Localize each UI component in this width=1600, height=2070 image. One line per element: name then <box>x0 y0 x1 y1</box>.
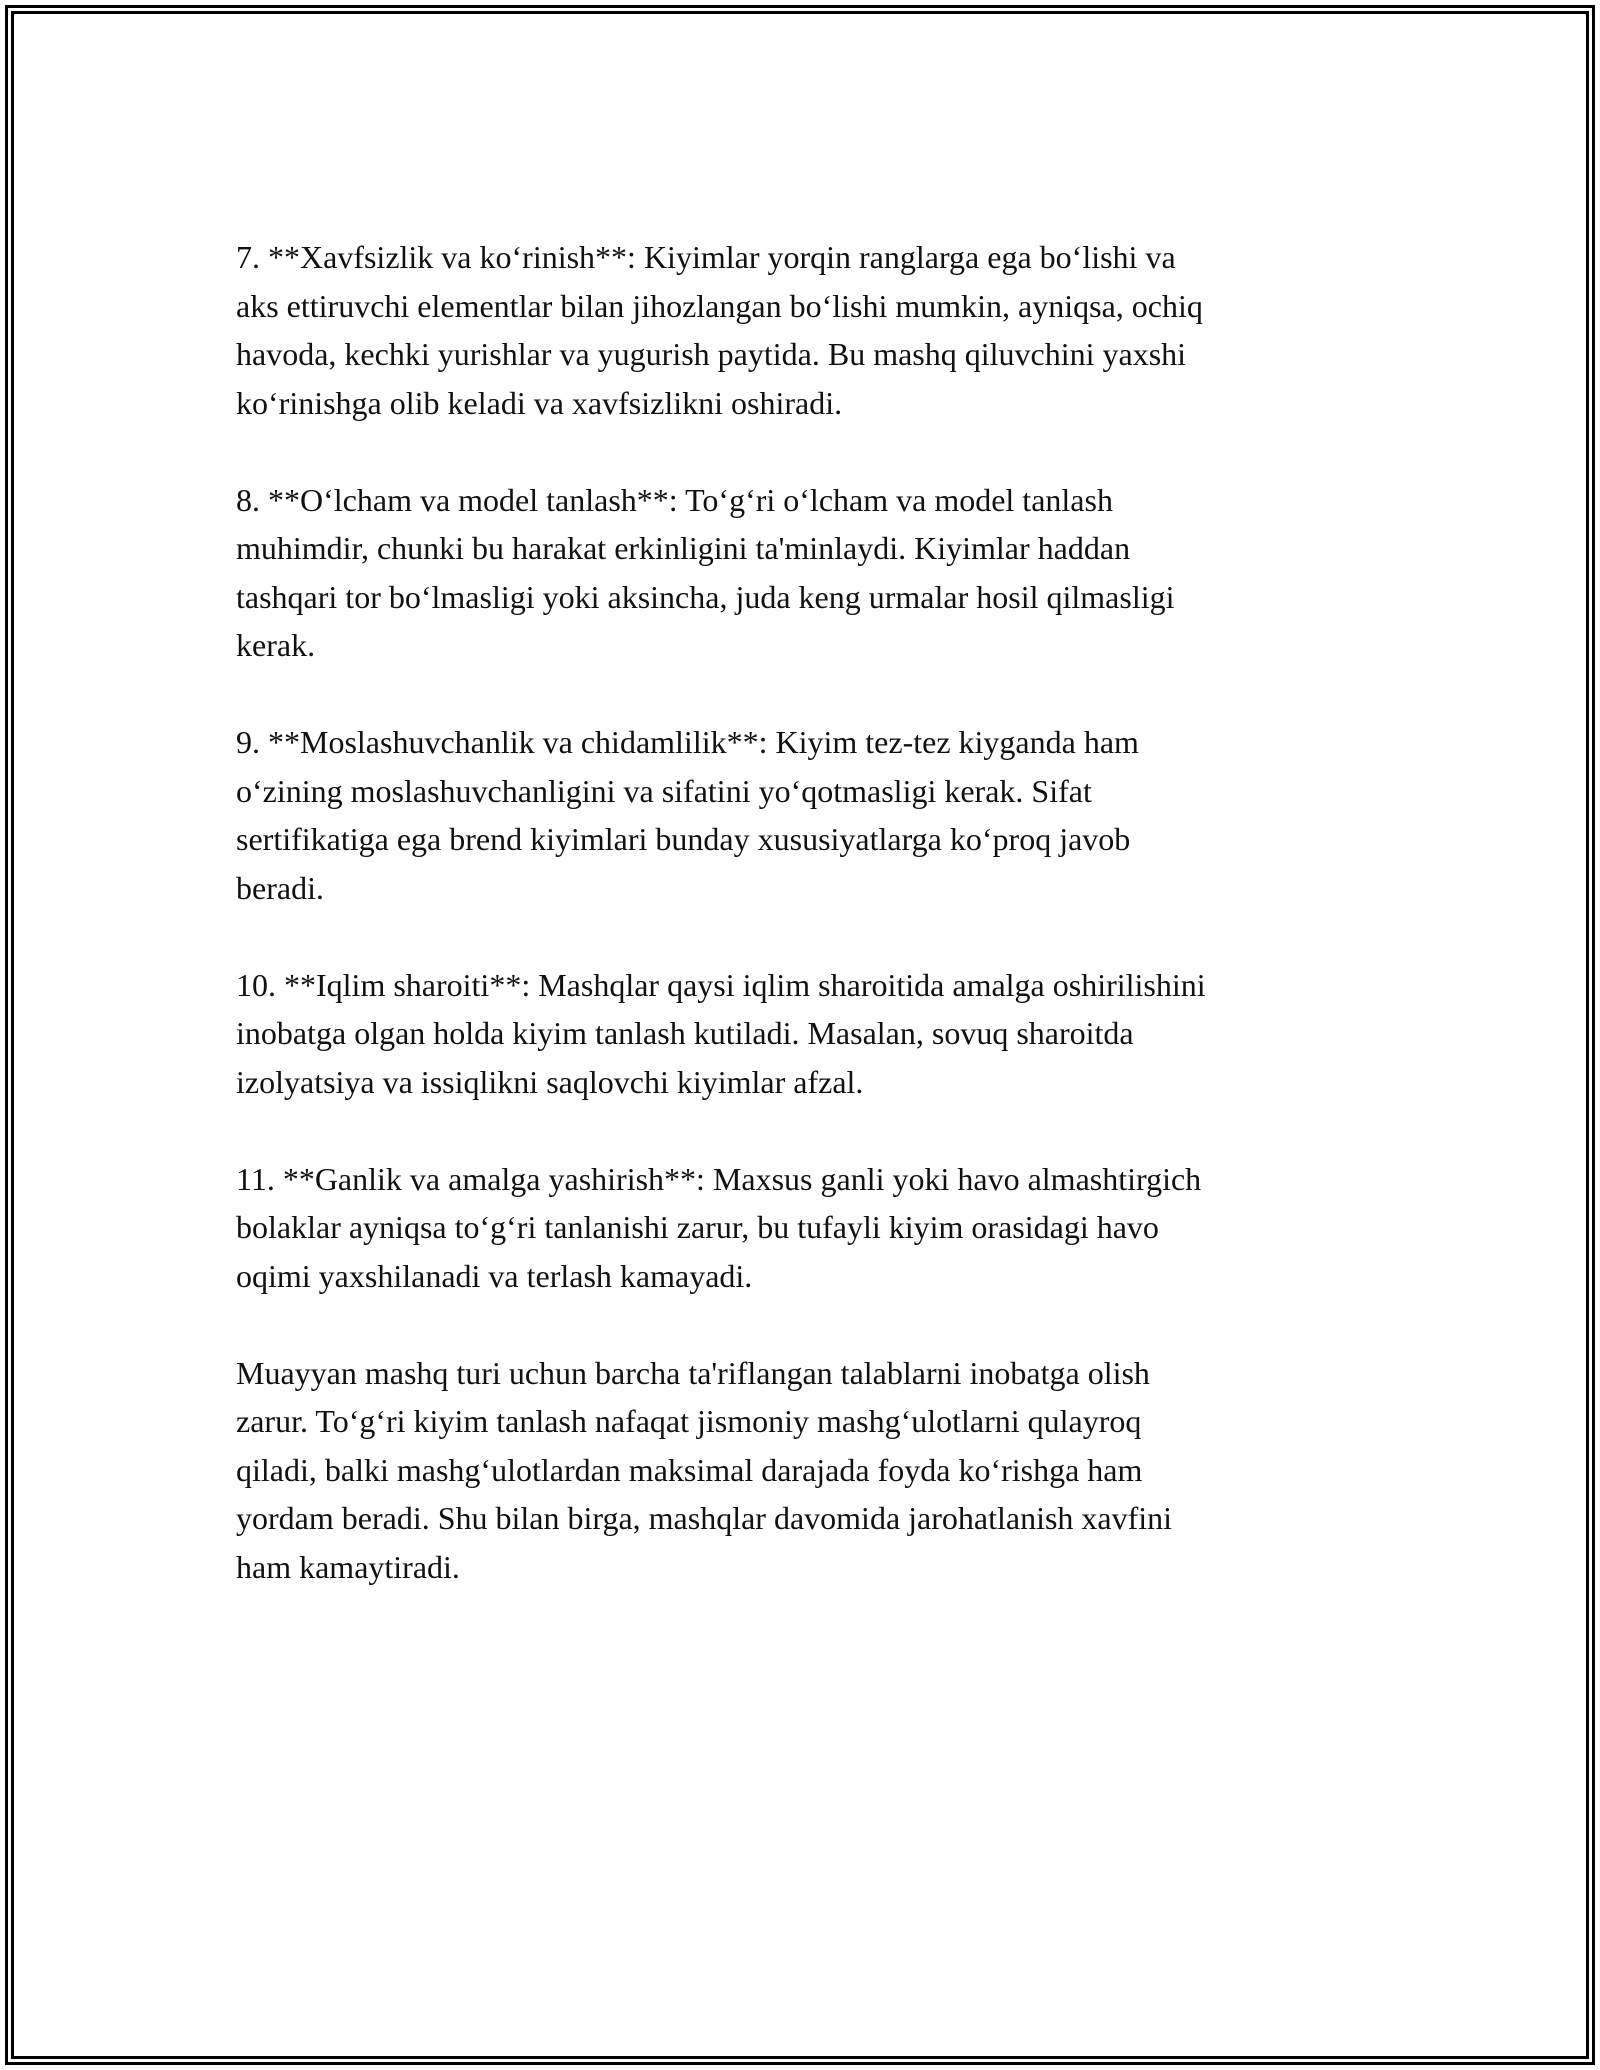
paragraph-item-10: 10. **Iqlim sharoiti**: Mashqlar qaysi iqlim sharoitida amalga oshirilishini inobatga olgan holda kiyim tanlash kutiladi. Masalan, sovuq sharoitda izolyatsiya va issiqlikni saqlovchi kiyimlar afzal. <box>236 966 1206 1100</box>
paragraph-item-9: 9. **Moslashuvchanlik va chidamlilik**: Kiyim tez-tez kiyganda ham o‘zining moslashuvchanligini va sifatini yo‘qotmasligi kerak. Sifat sertifikatiga ega brend kiyimlari bunday xususiyatlarga ko‘proq javob beradi. <box>236 724 1139 906</box>
paragraph-item-11: 11. **Ganlik va amalga yashirish**: Maxsus ganli yoki havo almashtirgich bolaklar ayniqsa to‘g‘ri tanlanishi zarur, bu tufayli kiyim orasidagi havo oqimi yaxshilanadi va terlash kamayadi. <box>236 1160 1202 1294</box>
document-body <box>236 233 1366 1591</box>
paragraph-item-8: 8. **O‘lcham va model tanlash**: To‘g‘ri o‘lcham va model tanlash muhimdir, chunki bu harakat erkinligini ta'minlaydi. Kiyimlar haddan tashqari tor bo‘lmasligi yoki aksincha, juda keng urmalar hosil qilmasligi kerak. <box>236 481 1175 663</box>
paragraph-conclusion: Muayyan mashq turi uchun barcha ta'riflangan talablarni inobatga olish zarur. To‘g‘ri kiyim tanlash nafaqat jismoniy mashg‘ulotlarni qulayroq qiladi, balki mashg‘ulotlardan maksimal darajada foyda ko‘rishga ham yordam beradi. Shu bilan birga, mashqlar davomida jarohatlanish xavfini ham kamaytiradi. <box>236 1354 1173 1585</box>
paragraph-item-7: 7. **Xavfsizlik va ko‘rinish**: Kiyimlar yorqin ranglarga ega bo‘lishi va aks ettiruvchi elementlar bilan jihozlangan bo‘lishi mumkin, ayniqsa, ochiq havoda, kechki yurishlar va yugurish paytida. Bu mashq qiluvchini yaxshi ko‘rinishga olib keladi va xavfsizlikni oshiradi. <box>236 239 1203 421</box>
